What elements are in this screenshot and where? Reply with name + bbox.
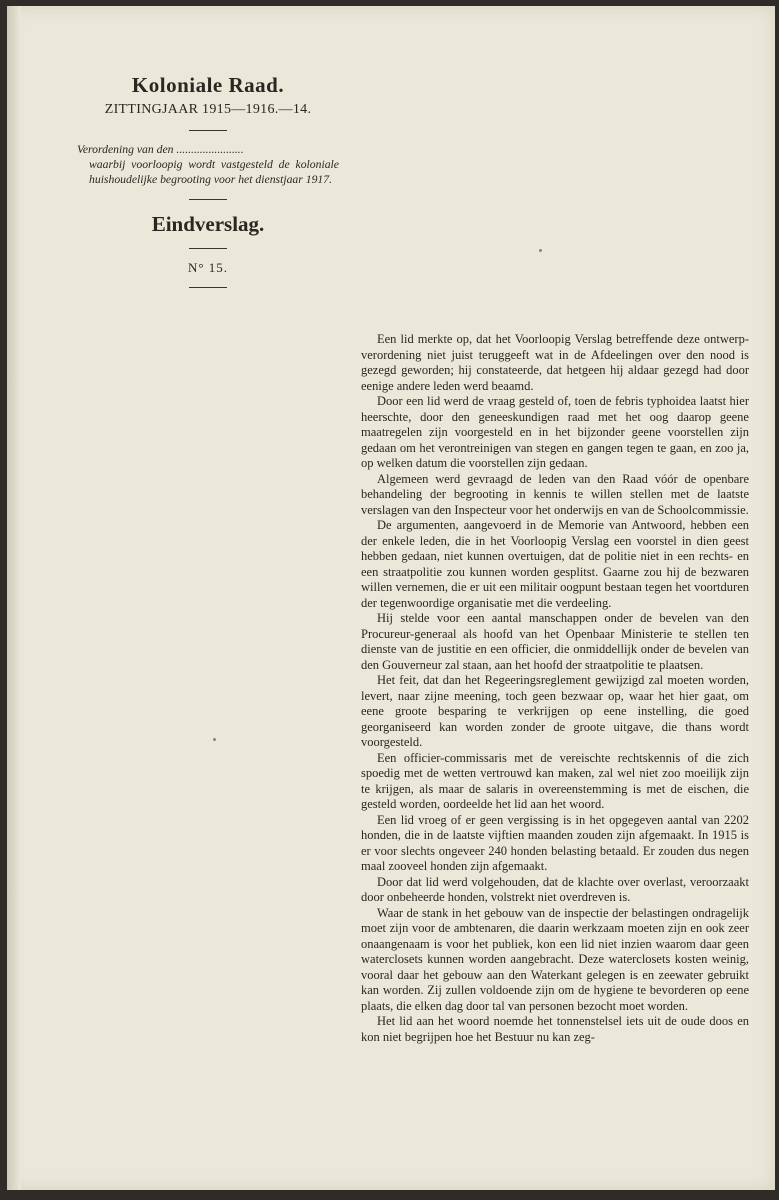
paragraph: Een officier-commissaris met de vereischte rechtskennis of die zich spoedig met de wetten vertrouwd kan maken, zal wel niet zoo moeilijk zijn te krijgen, als maar de salaris in overeenstemming is met de eischen, die gesteld worden, oordeelde het lid aan het woord. [361,750,749,811]
paragraph: Een lid merkte op, dat het Voorloopig Verslag betreffende deze ontwerp-verordening niet juist teruggeeft wat in de Afdeelingen over den nood is gezegd geworden; hij constateerde, dat hetgeen hij aldaar gezegd had door eenige andere leden werd beaamd. [361,332,749,393]
session-year: ZITTINGJAAR 1915—1916.—14. [104,102,312,117]
paragraph: Hij stelde voor een aantal manschappen onder de bevelen van den Procureur-generaal als hoofd van het Openbaar Ministerie te stellen ten dienste van de justitie en een officier, die onmiddellijk onder de bevelen van den Gouverneur zal staan, aan het hoofd der straatpolitie te plaatsen. [361,611,749,672]
paragraph: Het feit, dat dan het Regeeringsreglement gewijzigd zal moeten worden, levert, naar zijne meening, toch geen bezwaar op, waar het hier gaat, om eene groote besparing te verkrijgen op eene instelling, die goed georganiseerd kan worden zonder de groote uitgave, die thans wordt voorgesteld. [361,673,749,749]
report-body [361,332,749,1045]
ordinance-line-1: Verordening van den ....................... [77,143,244,156]
paragraph: Door een lid werd de vraag gesteld of, toen de febris typhoidea laatst hier heerschte, door den geneeskundigen raad met het oog daarop geene maatregelen zijn voorgesteld en in het bijzonder geene voorstellen zijn gedaan om het verontreinigen van stegen en gangen tegen te gaan, en zoo ja, op welken datum die voorstellen zijn gedaan. [361,394,749,470]
divider [189,199,227,200]
title-block [77,72,339,299]
page-gutter-shadow [7,6,21,1190]
ordinance-description [77,142,339,188]
council-title: Koloniale Raad. [131,73,285,97]
ordinance-line-2: waarbij voorloopig wordt vastgesteld de koloniale huishoudelijke begrooting voor het dienstjaar 1917. [89,158,339,187]
paragraph: Door dat lid werd volgehouden, dat de klachte over overlast, veroorzaakt door onbeheerde honden, volstrekt niet overdreven is. [361,874,749,904]
paragraph: Waar de stank in het gebouw van de inspectie der belastingen ondragelijk moet zijn voor de ambtenaren, die daarin werkzaam moeten zijn en ook zeer onaangenaam is voor het publiek, kon een lid niet inzien waarom daar geen waterclosets kunnen worden aangebracht. Deze waterclosets kosten weinig, vooral daar het gebouw aan den Waterkant gelegen is en zeewater gebruikt kan worden. Zij zullen voldoende zijn om de hygiene te bevorderen op eene plaats, die elken dag door tal van personen bezocht moet worden. [361,905,749,1013]
paper-speck [213,738,216,741]
divider [189,248,227,249]
paragraph: Algemeen werd gevraagd de leden van den Raad vóór de openbare behandeling der begrooting in kennis te willen stellen met de laatste verslagen van den Inspecteur voor het onderwijs en van de Schoolcommissie. [361,471,749,517]
paragraph: Het lid aan het woord noemde het tonnenstelsel iets uit de oude doos en kon niet begrijpen hoe het Bestuur nu kan zeg- [361,1014,749,1044]
paper-speck [539,249,542,252]
divider [189,130,227,131]
document-page [7,6,775,1190]
paragraph: Een lid vroeg of er geen vergissing is in het opgegeven aantal van 2202 honden, die in de laatste vijftien maanden zouden zijn afgemaakt. In 1915 is er voor slechts ongeveer 240 honden belasting betaald. Er zouden dus negen maal zooveel honden zijn afgemaakt. [361,812,749,873]
paragraph: De argumenten, aangevoerd in de Memorie van Antwoord, hebben een der enkele leden, die in het Voorloopig Verslag een voorstel in dien geest hebben gedaan, niet kunnen overtuigen, dat de politie niet in een rechts- en een straatpolitie zou kunnen worden gesplitst. Gaarne zou hij de bezwaren willen vernemen, die er uit een militair oogpunt bestaan tegen het voortduren der tegenwoordige organisatie met die verdeeling. [361,518,749,610]
report-number: N° 15. [187,259,229,275]
report-title: Eindverslag. [151,211,265,236]
divider [189,287,227,288]
